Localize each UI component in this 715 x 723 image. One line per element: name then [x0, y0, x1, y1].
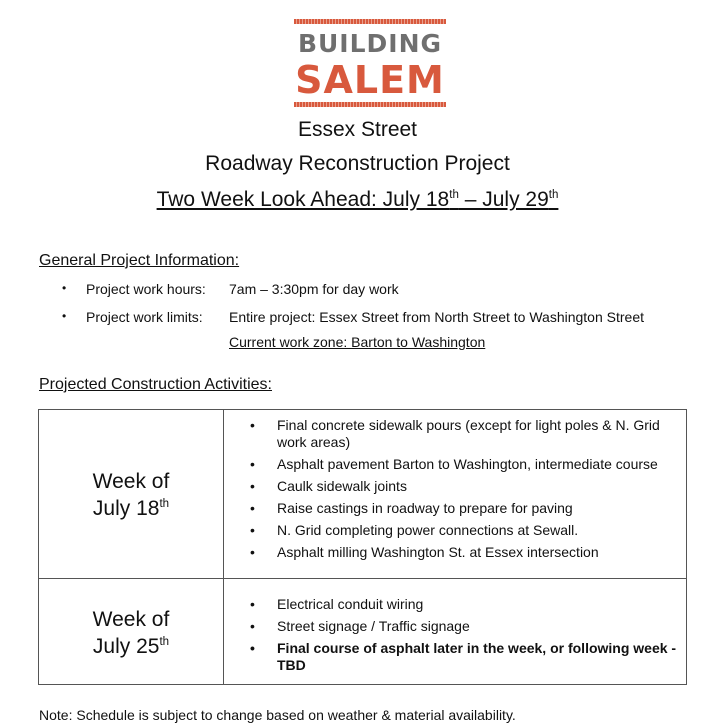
info-value-hours: 7am – 3:30pm for day work	[229, 281, 399, 297]
title-look-ahead-end: – July 29	[458, 188, 549, 211]
title-sup-1: th	[449, 189, 459, 201]
week-1-activity-list	[225, 417, 685, 566]
list-item	[225, 417, 685, 451]
logo-word-salem: SALEM	[295, 58, 445, 102]
list-item	[225, 500, 685, 517]
logo-stripe-bottom	[294, 102, 446, 107]
activities-heading: Projected Construction Activities:	[39, 376, 272, 393]
activity-text: Final concrete sidewalk pours (except for light poles & N. Grid work areas)	[277, 417, 660, 450]
bullet-icon: •	[250, 640, 255, 656]
bullet-icon: •	[250, 618, 255, 634]
activity-text: Final course of asphalt later in the week, or following week - TBD	[277, 640, 677, 673]
week-1-date: July 18	[92, 497, 160, 520]
list-item	[225, 522, 685, 539]
bullet-icon: •	[250, 544, 255, 560]
info-label-hours: Project work hours:	[86, 281, 206, 297]
table-column-divider	[223, 410, 224, 684]
activity-text: Asphalt pavement Barton to Washington, intermediate course	[277, 456, 658, 472]
week-2-date-sup: th	[159, 636, 170, 648]
activity-text: Asphalt milling Washington St. at Essex intersection	[277, 544, 599, 560]
list-item	[225, 618, 685, 635]
building-salem-logo	[294, 19, 446, 107]
week-2-label	[39, 606, 223, 660]
bullet-icon: •	[250, 456, 255, 472]
bullet-icon: •	[250, 596, 255, 612]
bullet-icon: •	[62, 309, 67, 323]
week-2-activity-list	[225, 596, 685, 679]
general-info-heading: General Project Information:	[39, 252, 240, 269]
title-street: Essex Street	[297, 118, 418, 141]
list-item	[225, 456, 685, 473]
title-sup-2: th	[548, 189, 559, 201]
bullet-icon: •	[250, 478, 255, 494]
list-item	[225, 596, 685, 613]
bullet-icon: •	[250, 500, 255, 516]
week-1-label-line2	[39, 495, 223, 522]
schedule-table	[38, 409, 687, 685]
week-1-label	[39, 468, 223, 522]
week-1-label-line1: Week of	[92, 470, 170, 493]
activity-text: Raise castings in roadway to prepare for paving	[277, 500, 573, 516]
info-value-work-zone: Current work zone: Barton to Washington	[229, 334, 486, 350]
bullet-icon: •	[250, 417, 255, 433]
list-item	[225, 478, 685, 495]
title-project: Roadway Reconstruction Project	[205, 152, 510, 175]
table-row-divider	[39, 578, 686, 579]
week-2-label-line2	[39, 633, 223, 660]
info-label-limits: Project work limits:	[86, 309, 203, 325]
list-item	[225, 544, 685, 561]
bullet-icon: •	[250, 522, 255, 538]
bullet-icon: •	[62, 281, 67, 295]
activity-text: Electrical conduit wiring	[277, 596, 424, 612]
activity-text: N. Grid completing power connections at Sewall.	[277, 522, 579, 538]
activity-text: Caulk sidewalk joints	[277, 478, 407, 494]
info-value-limits: Entire project: Essex Street from North Street to Washington Street	[229, 309, 644, 325]
week-2-date: July 25	[92, 635, 160, 658]
list-item	[225, 640, 685, 674]
week-2-label-line1: Week of	[92, 608, 170, 631]
title-look-ahead	[0, 187, 715, 213]
week-1-date-sup: th	[159, 498, 170, 510]
activity-text: Street signage / Traffic signage	[277, 618, 470, 634]
logo-word-building: BUILDING	[297, 29, 443, 58]
title-look-ahead-start: Two Week Look Ahead: July 18	[156, 188, 450, 211]
logo-stripe-top	[294, 19, 446, 24]
schedule-note: Note: Schedule is subject to change based on weather & material availability.	[39, 707, 516, 723]
